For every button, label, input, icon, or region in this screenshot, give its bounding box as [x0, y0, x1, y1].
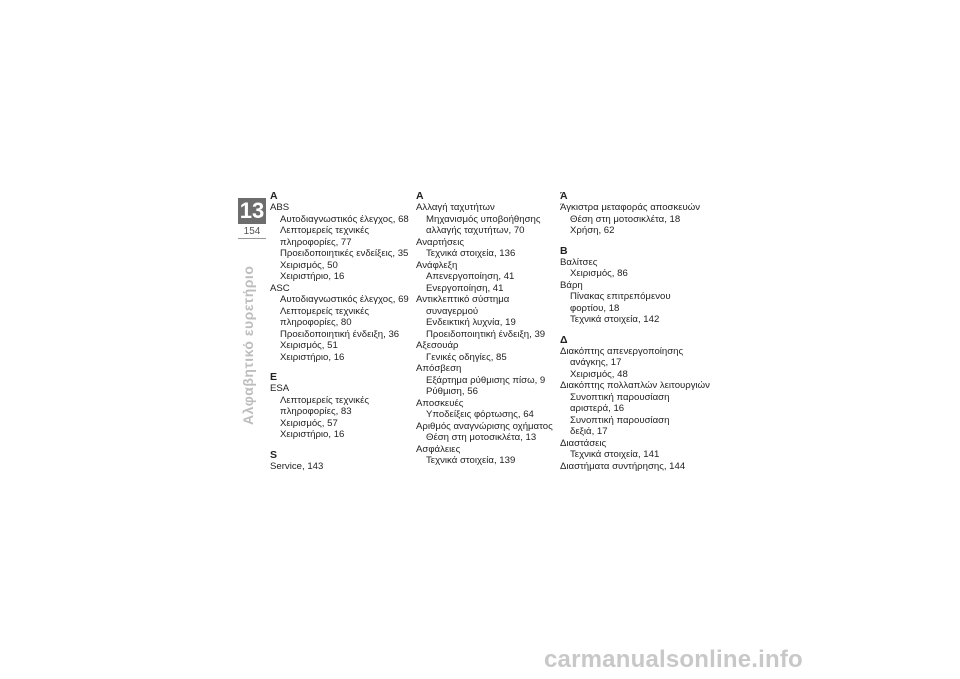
index-entry-continuation: πληροφορίες, 83 — [280, 406, 352, 417]
index-entry-continuation: ανάγκης, 17 — [570, 357, 622, 368]
index-entry-continuation: συναγερμού — [426, 305, 479, 317]
index-entry: Διακόπτης απενεργοποίησης — [560, 345, 684, 357]
index-entry: Ασφάλειες — [416, 443, 461, 455]
index-entry: Αντικλεπτικό σύστημα — [416, 294, 510, 305]
index-subentry: Προειδοποιητικές ενδείξεις, 35 — [280, 248, 409, 259]
index-subentry: Ενεργοποίηση, 41 — [426, 282, 504, 294]
index-subentry: Χειρισμός, 86 — [570, 268, 628, 279]
index-entry: Διαστήματα συντήρησης, 144 — [560, 460, 686, 472]
index-entry: Ανάφλεξη — [416, 259, 458, 271]
index-entry: Αριθμός αναγνώρισης οχήματος — [416, 420, 553, 432]
index-column-3 — [560, 191, 710, 472]
index-entry: Αναρτήσεις — [416, 236, 464, 248]
index-subentry: Χειρισμός, 50 — [280, 259, 338, 271]
index-subentry: Τεχνικά στοιχεία, 136 — [426, 248, 516, 259]
index-subentry: Συνοπτική παρουσίαση — [570, 414, 670, 426]
index-entry: Service, 143 — [270, 460, 324, 472]
index-entry: Άγκιστρα μεταφοράς αποσκευών — [560, 202, 701, 213]
index-entry: Διακόπτης πολλαπλών λειτουργιών — [560, 380, 710, 391]
index-subentry: Χειρισμός, 57 — [280, 417, 338, 429]
watermark[interactable]: carmanualsonline.info — [544, 646, 803, 673]
index-letter-heading: Δ — [560, 333, 568, 346]
index-subentry: Λεπτομερείς τεχνικές — [280, 225, 369, 236]
index-entry: Διαστάσεις — [560, 437, 607, 449]
index-subentry: Λεπτομερείς τεχνικές — [280, 394, 369, 406]
index-entry-continuation: πληροφορίες, 80 — [280, 317, 352, 328]
index-subentry: Πίνακας επιτρεπόμενου — [570, 291, 671, 302]
index-entry: Απόσβεση — [416, 363, 462, 374]
index-subentry: Χειρισμός, 48 — [570, 368, 628, 380]
index-entry-continuation: αριστερά, 16 — [570, 403, 625, 414]
index-subentry: Μηχανισμός υποβοήθησης — [426, 213, 541, 225]
index-subentry: Απενεργοποίηση, 41 — [426, 271, 515, 282]
index-entry: Αξεσουάρ — [416, 340, 459, 351]
chapter-number: 13 — [239, 198, 265, 223]
index-subentry: Ρύθμιση, 56 — [426, 386, 478, 397]
index-subentry: Ενδεικτική λυχνία, 19 — [426, 317, 516, 328]
index-subentry: Προειδοποιητική ένδειξη, 39 — [426, 328, 546, 340]
index-subentry: Προειδοποιητική ένδειξη, 36 — [280, 328, 400, 340]
index-subentry: Αυτοδιαγνωστικός έλεγχος, 68 — [280, 213, 409, 225]
index-entry: Αποσκευές — [416, 397, 464, 409]
index-letter-heading: Β — [560, 244, 568, 257]
index-subentry: Εξάρτημα ρύθμισης πίσω, 9 — [426, 374, 546, 386]
index-subentry: Χειριστήριο, 16 — [280, 429, 345, 440]
index-column-2 — [416, 191, 556, 467]
index-subentry: Λεπτομερείς τεχνικές — [280, 305, 369, 317]
index-subentry: Υποδείξεις φόρτωσης, 64 — [426, 409, 534, 420]
index-entry: Βαλίτσες — [560, 256, 598, 268]
index-entry-continuation: φορτίου, 18 — [570, 302, 620, 314]
index-letter-heading: S — [270, 448, 278, 461]
index-subentry: Αυτοδιαγνωστικός έλεγχος, 69 — [280, 294, 409, 305]
index-entry-continuation: αλλαγής ταχυτήτων, 70 — [426, 225, 525, 236]
index-column-1 — [270, 191, 410, 472]
index-subentry: Τεχνικά στοιχεία, 142 — [570, 314, 660, 325]
index-subentry: Θέση στη μοτοσικλέτα, 13 — [426, 432, 537, 443]
index-subentry: Χειρισμός, 51 — [280, 340, 338, 351]
index-subentry: Τεχνικά στοιχεία, 139 — [426, 455, 516, 466]
index-entry-continuation: πληροφορίες, 77 — [280, 236, 352, 248]
index-letter-heading: E — [270, 371, 278, 383]
index-subentry: Χειριστήριο, 16 — [280, 351, 345, 363]
index-subentry: Χρήση, 62 — [570, 225, 615, 236]
page-number: 154 — [243, 226, 261, 237]
index-subentry: Τεχνικά στοιχεία, 141 — [570, 449, 660, 460]
index-letter-heading: A — [270, 190, 278, 202]
index-subentry: Θέση στη μοτοσικλέτα, 18 — [570, 213, 681, 225]
index-entry-continuation: δεξιά, 17 — [570, 426, 608, 437]
index-subentry: Γενικές οδηγίες, 85 — [426, 351, 507, 363]
index-letter-heading: Ά — [560, 190, 568, 202]
index-letter-heading: Α — [416, 190, 424, 202]
index-subentry: Χειριστήριο, 16 — [280, 271, 345, 282]
index-entry: ESA — [270, 383, 290, 394]
index-entry: Βάρη — [560, 279, 583, 291]
index-entry: Αλλαγή ταχυτήτων — [416, 202, 495, 213]
index-subentry: Συνοπτική παρουσίαση — [570, 391, 670, 403]
side-title: Αλφαβητικό ευρετήριο — [240, 265, 256, 425]
index-entry: ASC — [270, 282, 290, 294]
index-entry: ABS — [270, 202, 290, 213]
page-number-divider — [238, 238, 266, 239]
